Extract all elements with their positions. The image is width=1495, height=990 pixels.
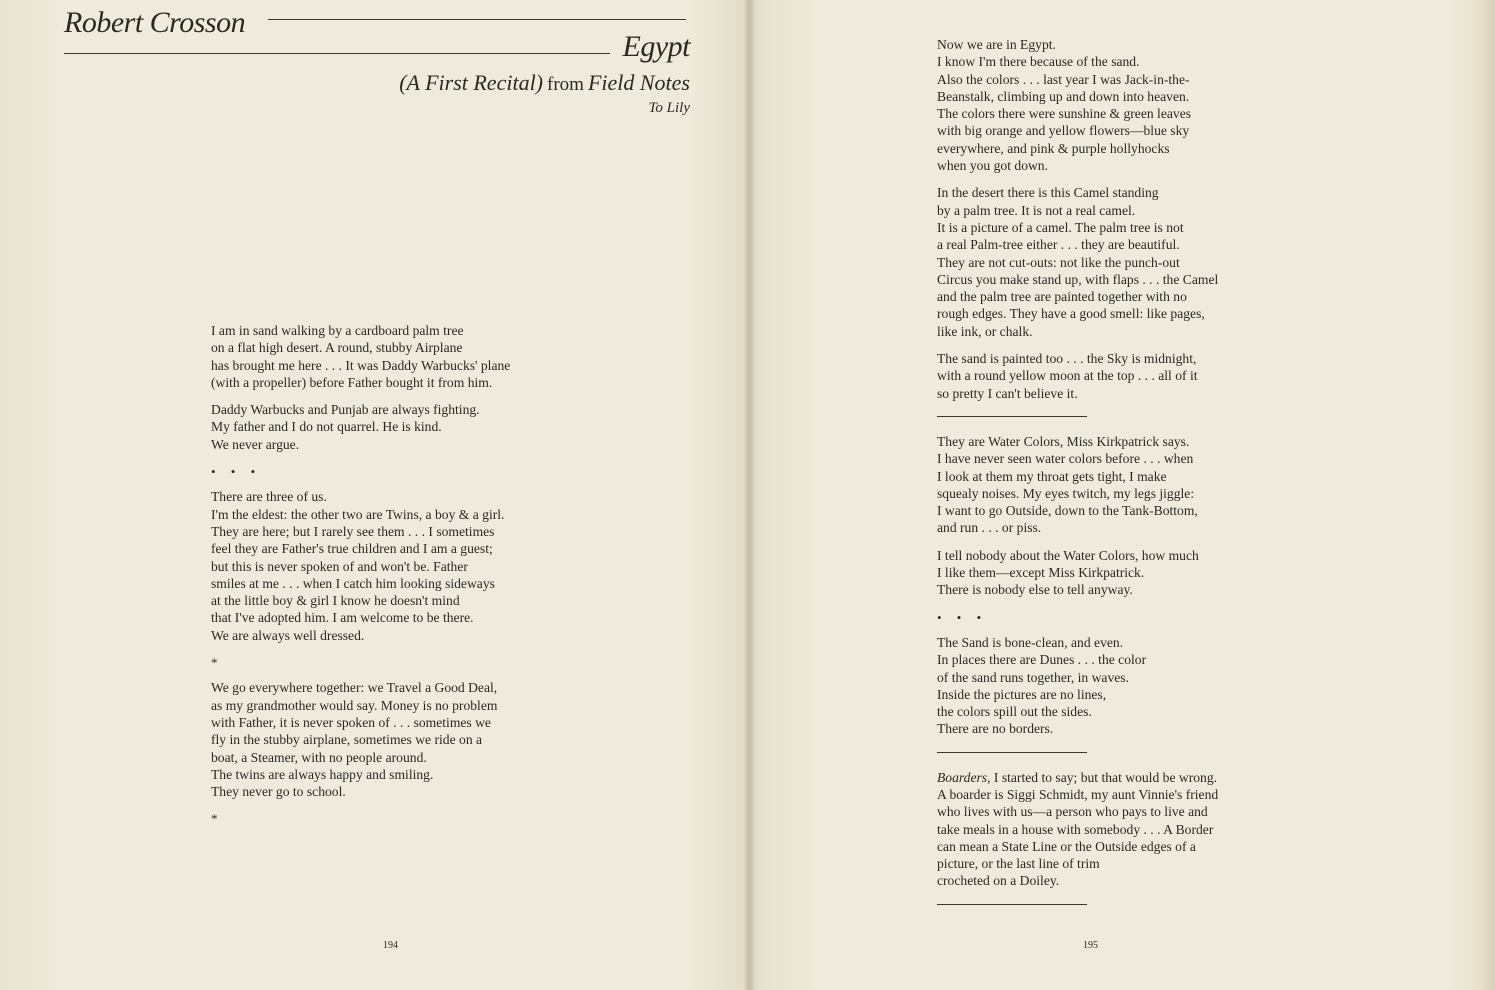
section-separator: * (211, 811, 224, 827)
page-number-left: 194 (383, 940, 398, 951)
stanza: The sand is painted too . . . the Sky is midnight, with a round yellow moon at the top . . . all of it so pretty I can't believe it. (937, 351, 1198, 401)
section-rule (937, 904, 1087, 905)
header-rule-top (268, 19, 686, 20)
subtitle-main: (A First Recital) (399, 70, 544, 95)
stanza: I am in sand walking by a cardboard palm tree on a flat high desert. A round, stubby Airplane has brought me here . . . It was Daddy Warbucks' plane (with a propeller) before Father bought it from him. (211, 323, 511, 390)
boarders-text: , I started to say; but that would be wrong. A boarder is Siggi Schmidt, my aunt Vinnie's friend who lives with us—a person who pays to live and take meals in a house with somebody . . . A Border can mean a State Line or the Outside edges of a picture, or the last line of trim crocheted on a Doiley. (937, 769, 1219, 889)
poem-subtitle (399, 70, 690, 96)
stanza: We go everywhere together: we Travel a Good Deal, as my grandmother would say. Money is no problem with Father, it is never spoken of . . . sometimes we fly in the stubby airplane, sometimes we ride on a boat, a Steamer, with no people around. The twins are always happy and smiling. They never go to school. (211, 680, 498, 800)
section-rule (937, 752, 1087, 753)
stanza: They are Water Colors, Miss Kirkpatrick says. I have never seen water colors before . . . when I look at them my throat gets tight, I make squealy noises. My eyes twitch, my legs jiggle: I want to go Outside, down to the Tank-Bottom, and run . . . or piss. (937, 433, 1198, 536)
stanza: The Sand is bone-clean, and even. In places there are Dunes . . . the color of the sand runs together, in waves. Inside the pictures are no lines, the colors spill out the sides. There are no borders. (937, 634, 1147, 737)
stanza: In the desert there is this Camel standing by a palm tree. It is not a real camel. It is a picture of a camel. The palm tree is not a real Palm-tree either . . . they are beautiful. They are not cut-outs: not like the punch-out Circus you make stand up, with flaps . . . the Camel and the palm tree are painted together with no rough edges. They have a good smell: like pages, like ink, or chalk. (937, 185, 1219, 339)
section-rule (937, 416, 1087, 417)
dedication: To Lily (648, 100, 690, 116)
section-separator: • • • (211, 464, 262, 480)
boarders-word: Boarders (937, 769, 988, 785)
subtitle-source: Field Notes (587, 70, 690, 95)
boarders-stanza (937, 769, 1257, 890)
poem-title: Egypt (622, 30, 690, 63)
stanza: I tell nobody about the Water Colors, how much I like them—except Miss Kirkpatrick. There is nobody else to tell anyway. (937, 547, 1199, 598)
subtitle-from: from (547, 74, 584, 95)
left-poem-column (211, 322, 561, 836)
page-number-right: 195 (1083, 940, 1098, 951)
section-separator: * (211, 655, 224, 671)
section-separator: • • • (937, 609, 988, 625)
stanza: Now we are in Egypt. I know I'm there because of the sand. Also the colors . . . last year I was Jack-in-the- Beanstalk, climbing up and down into heaven. The colors there were sunshine & green leaves with big orange and yellow flowers—blue sky everywhere, and pink & purple hollyhocks when you got down. (937, 37, 1192, 174)
stanza: Daddy Warbucks and Punjab are always fighting. My father and I do not quarrel. He is kind. We never argue. (211, 402, 480, 452)
author-name: Robert Crosson (64, 6, 246, 39)
header-rule-bottom (64, 53, 610, 54)
right-poem-column (937, 36, 1257, 921)
stanza: There are three of us. I'm the eldest: the other two are Twins, a boy & a girl. They are here; but I rarely see them . . . I sometimes feel they are Father's true children and I am a guest; but this is never spoken of and won't be. Father smiles at me . . . when I catch him looking sideways at the little boy & girl I know he doesn't mind that I've adopted him. I am welcome to be there. We are always well dressed. (211, 489, 505, 643)
